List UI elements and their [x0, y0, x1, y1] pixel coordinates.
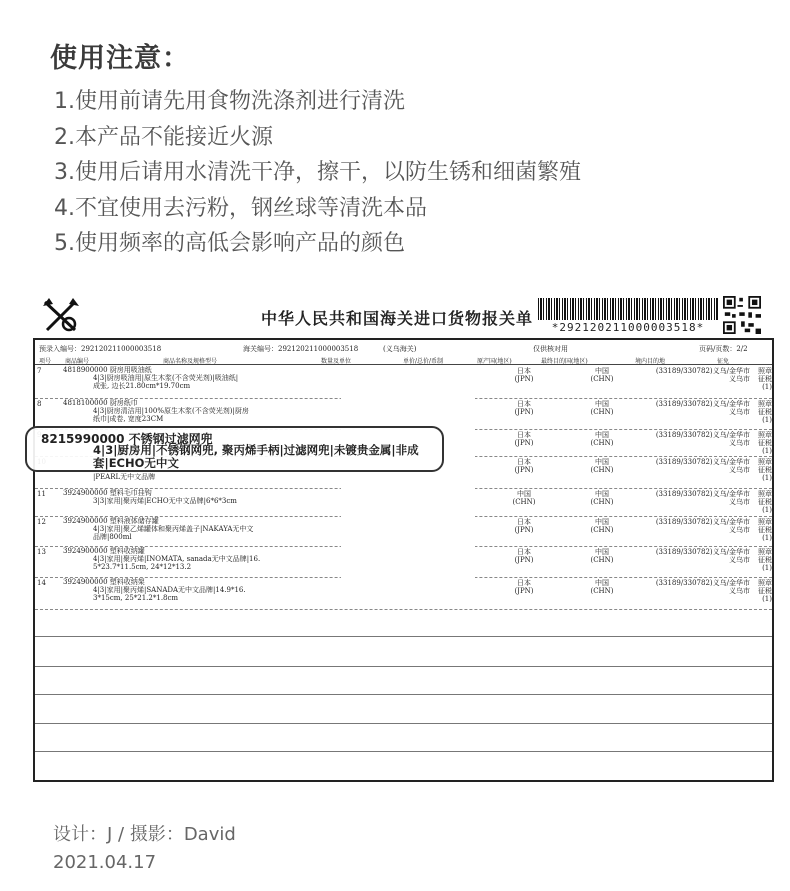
column-header: 单价/总价/币制: [403, 358, 444, 365]
duty-status: 照章征税 (1): [758, 579, 772, 603]
highlighted-item-callout: [25, 426, 444, 472]
duty-status: 照章征税 (1): [758, 400, 772, 424]
commodity-description: 3|3|家用|聚丙烯|ECHO无中文品牌|6*6*3cm: [93, 497, 237, 505]
customs-emblem-icon: [39, 296, 83, 336]
photo-credit: 设计：J / 摄影：David: [53, 824, 236, 845]
commodity-code: 3924900000 塑料毛巾挂钩: [63, 489, 152, 497]
page-count: 页码/页数：2/2: [699, 345, 748, 353]
commodity-code: 4818100000 厨房纸巾: [63, 399, 138, 407]
form-header: [35, 296, 776, 340]
column-header: 商品名称及规格型号: [163, 358, 218, 365]
highlighted-commodity-description: 4|3|厨房用|不锈钢网兜, 聚丙烯手柄|过滤网兜|未镀贵金属|非成套|ECHO无中文: [93, 443, 419, 470]
origin-country: 日本 (JPN): [514, 431, 534, 447]
domestic-destination: (33189/330782)义乌/金华市 义乌市: [655, 400, 750, 416]
customs-port: (义乌海关): [383, 345, 417, 353]
duty-status: 照章征税 (1): [758, 431, 772, 455]
commodity-description: 4|3|家用|聚丙烯|SANADA无中文品牌|14.9*16. 3*15cm, 25*21.2*1.8cm: [93, 586, 246, 602]
commodity-code: 3924900000 塑料收纳罐: [63, 547, 145, 555]
row-number: 12: [37, 518, 46, 526]
row-number: 11: [37, 490, 46, 498]
destination-country: 中国 (CHN): [590, 518, 614, 534]
usage-note: 3.使用后请用水清洗干净，擦干，以防生锈和细菌繁殖: [54, 160, 581, 185]
row-number: 8: [37, 400, 42, 408]
destination-country: 中国 (CHN): [590, 548, 614, 564]
column-header: 最终目的国(地区): [541, 358, 588, 365]
domestic-destination: (33189/330782)义乌/金华市 义乌市: [655, 458, 750, 474]
row-number: 7: [37, 367, 42, 375]
row-number: 13: [37, 548, 46, 556]
origin-country: 日本 (JPN): [514, 548, 534, 564]
duty-status: 照章征税 (1): [758, 548, 772, 572]
column-header: 商品编号: [65, 358, 90, 365]
ruled-line: [35, 636, 772, 637]
column-header: 境内目的地: [635, 358, 666, 365]
redacted-area: [341, 374, 475, 608]
column-header: 项号: [39, 358, 52, 365]
destination-country: 中国 (CHN): [590, 431, 614, 447]
usage-note: 5.使用频率的高低会影响产品的颜色: [54, 231, 405, 256]
ruled-line: [35, 751, 772, 752]
column-header: 数量及单位: [321, 358, 352, 365]
destination-country: 中国 (CHN): [590, 367, 614, 383]
usage-note: 2.本产品不能接近火源: [54, 124, 273, 150]
barcode-number: *292120211000003518*: [551, 321, 705, 334]
duty-status: 照章征税 (1): [758, 458, 772, 482]
customs-declaration-form: [33, 309, 774, 782]
domestic-destination: (33189/330782)义乌/金华市 义乌市: [655, 431, 750, 447]
highlighted-commodity-code: 8215990000 不锈钢过滤网兜: [41, 432, 213, 446]
ruled-line: [35, 666, 772, 667]
commodity-description: 4|3|家用|聚乙烯罐体和聚丙烯盖子|NAKAYA无中文 品牌|800ml: [93, 525, 254, 541]
destination-country: 中国 (CHN): [590, 400, 614, 416]
domestic-destination: (33189/330782)义乌/金华市 义乌市: [655, 579, 750, 595]
origin-country: 日本 (JPN): [514, 518, 534, 534]
row-number: 14: [37, 579, 46, 587]
duty-status: 照章征税 (1): [758, 518, 772, 542]
commodity-code: 4818900000 厨房用吸油纸: [63, 366, 152, 374]
column-header: 原产国(地区): [477, 358, 512, 365]
commodity-description: 4|3|厨房吸油用|原生木浆(不含荧光剂)|吸油纸| 成张, 边长21.80cm*19.70cm: [93, 374, 239, 390]
commodity-code: 3924900000 塑料收纳架: [63, 578, 145, 586]
duty-status: 照章征税 (1): [758, 490, 772, 514]
domestic-destination: (33189/330782)义乌/金华市 义乌市: [655, 548, 750, 564]
origin-country: 日本 (JPN): [514, 458, 534, 474]
verification-note: 仅供核对用: [533, 345, 568, 353]
origin-country: 日本 (JPN): [514, 400, 534, 416]
usage-notes-list: [54, 84, 581, 262]
commodity-description: 4|3|家用|聚丙烯|INOMATA, sanada无中文品牌|16. 5*23.7*11.5cm, 24*12*13.2: [93, 555, 261, 571]
column-header: 征免: [717, 358, 730, 365]
domestic-destination: (33189/330782)义乌/金华市 义乌市: [655, 367, 750, 383]
destination-country: 中国 (CHN): [590, 490, 614, 506]
usage-note: 4.不宜使用去污粉，钢丝球等清洗本品: [54, 195, 427, 221]
form-title: 中华人民共和国海关进口货物报关单: [261, 309, 534, 328]
commodity-code: 3924900000 塑料液体储存罐: [63, 517, 159, 525]
origin-country: 中国 (CHN): [512, 490, 536, 506]
domestic-destination: (33189/330782)义乌/金华市 义乌市: [655, 518, 750, 534]
destination-country: 中国 (CHN): [590, 458, 614, 474]
barcode: [538, 298, 718, 320]
customs-number: 海关编号：292120211000003518: [243, 345, 359, 353]
date-stamp: 2021.04.17: [53, 852, 157, 873]
qr-code-icon: [723, 296, 761, 334]
destination-country: 中国 (CHN): [590, 579, 614, 595]
origin-country: 日本 (JPN): [514, 579, 534, 595]
usage-notice-heading: 使用注意：: [50, 43, 190, 74]
column-headers: [35, 356, 772, 365]
duty-status: 照章征税 (1): [758, 367, 772, 391]
commodity-description: |PEARL无中文品牌: [93, 473, 156, 481]
ruled-line: [35, 694, 772, 695]
commodity-description: 4|3|厨房清洁用|100%原生木浆(不含荧光剂)|厨房 纸巾|成卷, 宽度23CM: [93, 407, 249, 423]
usage-note: 1.使用前请先用食物洗涤剂进行清洗: [54, 89, 405, 114]
domestic-destination: (33189/330782)义乌/金华市 义乌市: [655, 490, 750, 506]
origin-country: 日本 (JPN): [514, 367, 534, 383]
ruled-line: [35, 723, 772, 724]
entry-number: 预录入编号：292120211000003518: [39, 345, 162, 353]
